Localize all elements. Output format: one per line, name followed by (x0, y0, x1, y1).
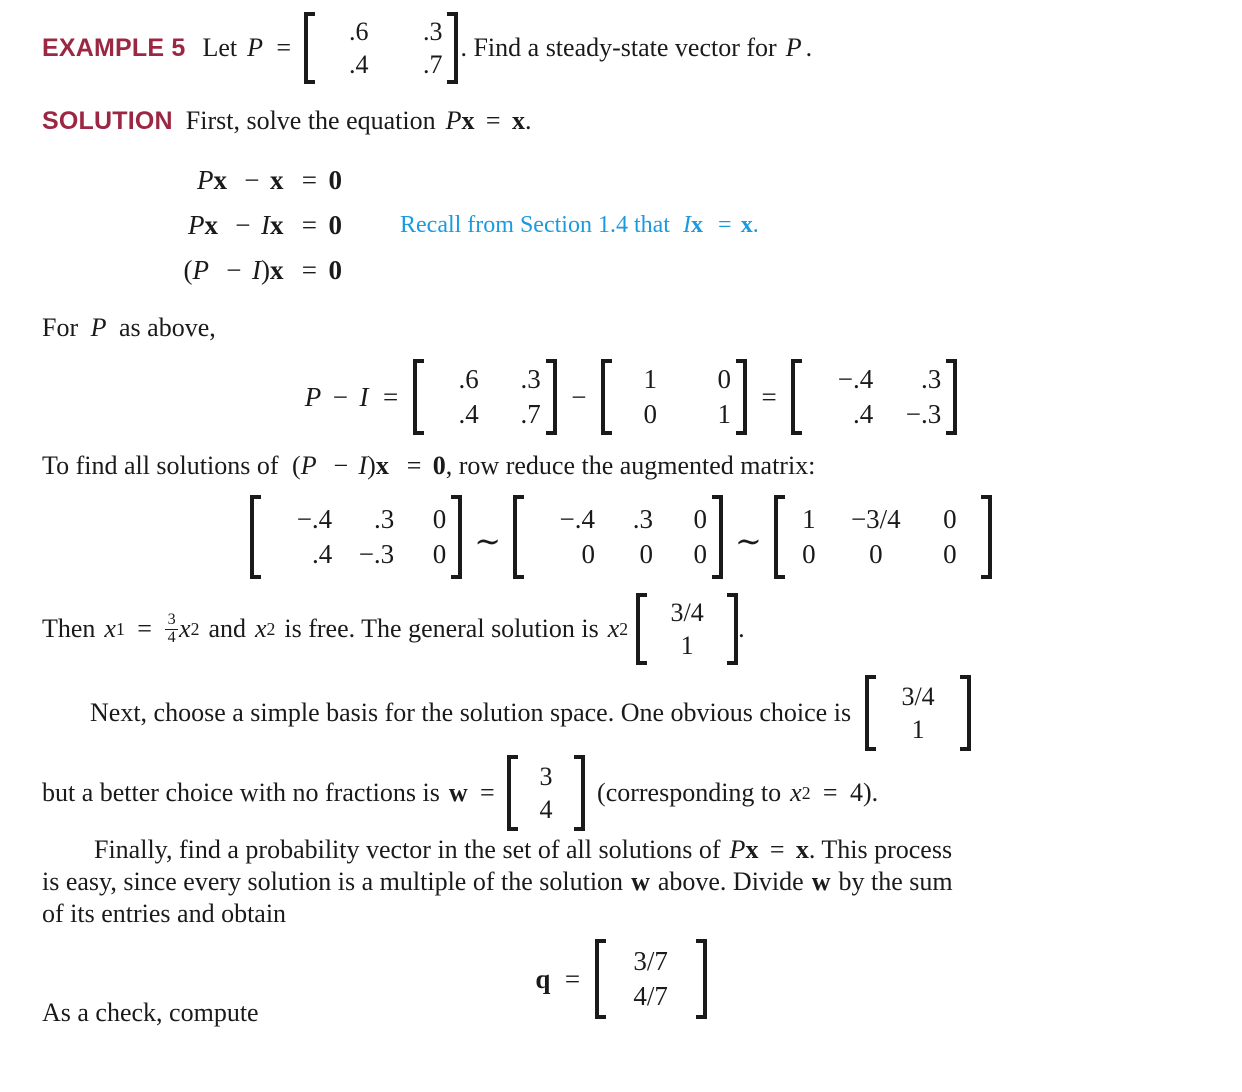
pmi-op-minus: − (571, 381, 587, 412)
finally-line-2 (42, 867, 1200, 897)
vector-cell: 3 (539, 761, 553, 791)
bracket-left (304, 12, 316, 84)
rr-minus: − (333, 451, 349, 480)
then-x2b-sub: 2 (266, 618, 276, 639)
equation-3: (P − I)x = 0 (183, 255, 342, 285)
eq1-x2: x (270, 165, 284, 195)
example-equals: = (276, 33, 292, 62)
eq1-zero: 0 (328, 165, 342, 195)
example-var-P: P (247, 33, 264, 62)
fraction-numerator: 3 (165, 612, 178, 629)
bracket-left (791, 359, 803, 435)
finally-w2: w (811, 867, 831, 896)
rr-zero: 0 (432, 451, 446, 480)
rr-x: x (375, 451, 389, 480)
then-x2b: x (254, 614, 267, 643)
solution-intro-text: First, solve the equation (185, 106, 436, 135)
finally-w1: w (631, 867, 650, 896)
better-choice-line (42, 755, 1200, 831)
then-x1-sub: 1 (115, 618, 125, 639)
rr-I: I (358, 451, 368, 480)
for-p-after: as above, (119, 313, 216, 342)
vector-cell: 3/4 (901, 681, 935, 711)
augmented-matrix-1 (250, 495, 462, 579)
then-x2a-sub: 2 (190, 618, 200, 639)
matrix-cell: 1 (717, 399, 731, 429)
matrix-cell: .7 (422, 50, 443, 79)
matrix-cell: .6 (348, 16, 369, 46)
vector-cell: 4 (539, 795, 553, 824)
matrix-cell: 0 (869, 539, 883, 569)
general-solution-vector (636, 593, 738, 665)
eq1-x: x (213, 165, 228, 195)
example-lead-text: Let (202, 33, 238, 62)
bracket-right (735, 359, 747, 435)
q-vector (595, 939, 707, 1019)
rr-text-1: To find all solutions of (42, 451, 279, 480)
recall-note-x: x (690, 212, 703, 238)
bracket-left (513, 495, 525, 579)
eq1-equals: = (301, 165, 317, 195)
bracket-right (695, 939, 707, 1019)
matrix-cell: 0 (432, 504, 447, 535)
bracket-right (446, 12, 458, 84)
vector-cell: 1 (680, 631, 694, 660)
better-four: 4 (849, 778, 863, 807)
finally-text-1a: Finally, find a probability vector in the set of all solutions of (94, 835, 721, 864)
next-para-text: Next, choose a simple basis for the solution space. One obvious choice is (90, 698, 852, 727)
example-label: EXAMPLE 5 (42, 33, 186, 62)
equation-row-1 (42, 158, 1200, 203)
matrix-cell: .3 (422, 16, 443, 46)
bracket-right (959, 675, 971, 751)
then-equals: = (137, 614, 152, 643)
bracket-right (711, 495, 723, 579)
then-x2c-sub: 2 (619, 618, 629, 639)
matrix-cell: .3 (520, 364, 541, 395)
finally-text-2c: by the sum (838, 867, 953, 896)
augmented-matrix-3 (774, 495, 992, 579)
finally-text-2a: is easy, since every solution is a multiple of the solution (42, 867, 624, 896)
recall-note-x2: x (740, 212, 753, 238)
bracket-right (980, 495, 992, 579)
equation-derivation-block (42, 158, 1200, 293)
finally-line-1 (42, 835, 1200, 865)
cut-off-line: As a check, compute (42, 998, 259, 1027)
equation-row-3 (42, 248, 1200, 293)
fraction-denominator: 4 (167, 628, 176, 646)
recall-note-period: . (752, 212, 759, 238)
solution-heading-row (42, 106, 1200, 136)
augmented-matrix-chain (42, 495, 1200, 579)
matrix-cell: 0 (943, 539, 957, 569)
recall-note-I: I (682, 212, 691, 238)
then-general-solution-line (42, 593, 1200, 665)
matrix-cell: −.4 (559, 504, 595, 535)
equation-row-2 (42, 203, 1200, 248)
finally-x: x (745, 835, 759, 864)
matrix-P-definition (304, 12, 458, 84)
matrix-cell: 0 (643, 399, 657, 429)
pmi-equals-2: = (761, 381, 777, 412)
finally-paragraph (42, 835, 1200, 929)
solution-eq-x: x (461, 106, 475, 135)
matrix-identity (601, 359, 747, 435)
matrix-cell: 0 (581, 539, 595, 569)
bracket-right (450, 495, 462, 579)
solution-label: SOLUTION (42, 106, 173, 135)
finally-text-2b: above. Divide (657, 867, 804, 896)
finally-text-1b: . This process (808, 835, 953, 864)
matrix-cell: .3 (920, 364, 942, 395)
p-minus-i-equation (42, 359, 1200, 435)
pmi-lhs-P: P (304, 381, 322, 412)
for-p-line (42, 313, 1200, 343)
matrix-cell: 0 (432, 539, 447, 569)
better-x2: x (790, 778, 802, 807)
bracket-right (945, 359, 957, 435)
rr-open-paren: ( (292, 451, 301, 480)
q-symbol: q (535, 963, 551, 994)
matrix-cell: .6 (458, 364, 479, 395)
bracket-left (250, 495, 262, 579)
bracket-right (726, 593, 738, 665)
recall-note-prefix: Recall from Section 1.4 that (400, 212, 670, 238)
eq1-minus: − (244, 165, 260, 195)
vector-cell: 1 (911, 715, 925, 744)
then-x2c: x (607, 614, 620, 643)
rr-close-paren: ) (367, 451, 376, 480)
better-x2-sub: 2 (801, 782, 811, 803)
recall-note-equals: = (718, 212, 732, 238)
bracket-left (865, 675, 877, 751)
matrix-cell: −3/4 (850, 504, 901, 535)
matrix-cell: −.4 (837, 364, 874, 395)
matrix-cell: 0 (639, 539, 653, 569)
matrix-P (413, 359, 557, 435)
example-heading-row (42, 0, 1200, 84)
finally-equals: = (769, 835, 785, 864)
matrix-cell: .3 (632, 504, 653, 535)
basis-vector-fraction (865, 675, 971, 751)
matrix-cell: .4 (852, 399, 874, 429)
augmented-matrix-2 (513, 495, 723, 579)
matrix-cell: −.3 (358, 539, 395, 569)
q-equals: = (564, 963, 581, 994)
better-text-1: but a better choice with no fractions is (42, 778, 440, 807)
better-equals-2: = (822, 778, 838, 807)
matrix-cell: .3 (373, 504, 395, 535)
vector-cell: 4/7 (633, 981, 668, 1011)
bracket-left (774, 495, 786, 579)
example-tail-text: . Find a steady-state vector for (460, 33, 777, 62)
matrix-cell: 0 (717, 364, 731, 395)
pmi-equals-1: = (383, 381, 399, 412)
equation-1 (42, 165, 342, 196)
matrix-cell: .7 (520, 399, 541, 429)
finally-x2: x (795, 835, 809, 864)
finally-P: P (729, 835, 746, 864)
matrix-cell: 1 (643, 364, 657, 395)
then-x1: x (104, 614, 116, 643)
better-text-3: ). (862, 778, 879, 807)
then-period: . (738, 614, 745, 643)
example-tail-var: P (785, 33, 802, 62)
rr-P: P (300, 451, 317, 480)
matrix-p-minus-i-result (791, 359, 957, 435)
then-text-2: and (208, 614, 246, 643)
rr-text-2: , row reduce the augmented matrix: (445, 451, 816, 480)
matrix-cell: .4 (348, 50, 369, 79)
bracket-left (636, 593, 648, 665)
fraction-three-quarters (165, 612, 178, 646)
matrix-cell: −.3 (905, 399, 942, 429)
solution-eq-period: . (524, 106, 532, 135)
then-x2a: x (179, 614, 191, 643)
pmi-lhs-I: I (359, 381, 369, 412)
vector-cell: 3/7 (633, 946, 668, 977)
bracket-left (601, 359, 613, 435)
matrix-cell: 0 (693, 504, 707, 535)
better-w: w (448, 778, 468, 807)
vector-cell: 3/4 (670, 597, 704, 627)
solution-eq-x2: x (511, 106, 525, 135)
bracket-left (413, 359, 425, 435)
better-equals: = (479, 778, 495, 807)
eq1-P: P (197, 165, 214, 195)
bracket-left (595, 939, 607, 1019)
rr-equals: = (406, 451, 422, 480)
then-text-1: Then (42, 614, 96, 643)
better-text-2: (corresponding to (597, 778, 782, 807)
matrix-cell: 1 (802, 504, 816, 535)
solution-eq-equals: = (485, 106, 501, 135)
bracket-right (573, 755, 585, 831)
pmi-minus: − (332, 381, 349, 412)
bracket-left (507, 755, 519, 831)
matrix-cell: −.4 (296, 504, 333, 535)
example-tail-period: . (805, 33, 813, 62)
matrix-cell: .4 (311, 539, 333, 569)
row-equivalent-symbol: ∼ (735, 523, 762, 559)
bracket-right (545, 359, 557, 435)
matrix-cell: .4 (458, 399, 479, 429)
row-reduce-intro (42, 451, 1200, 481)
w-vector (507, 755, 585, 831)
solution-eq-P: P (445, 106, 462, 135)
equation-2: Px − Ix = 0 (188, 210, 342, 240)
finally-line-3: of its entries and obtain (42, 899, 287, 928)
recall-note (400, 212, 759, 239)
matrix-cell: 0 (943, 504, 957, 535)
matrix-cell: 0 (693, 539, 707, 569)
then-text-3: is free. The general solution is (284, 614, 599, 643)
for-p-before: For (42, 313, 79, 342)
for-p-var: P (90, 313, 107, 342)
row-equivalent-symbol: ∼ (474, 523, 501, 559)
next-choose-basis-line (42, 675, 1200, 751)
matrix-cell: 0 (802, 539, 816, 569)
